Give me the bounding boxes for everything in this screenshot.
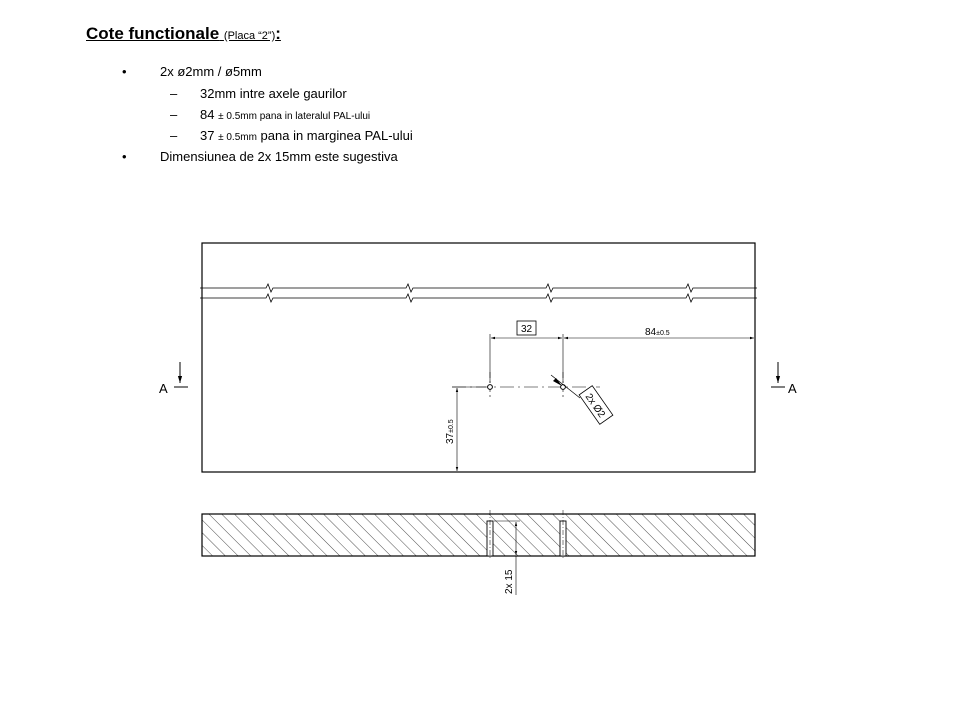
- hole-callout: [551, 375, 613, 424]
- sub-item-value: 84: [200, 107, 215, 122]
- holes: [452, 372, 600, 400]
- bullet-text: Dimensiunea de 2x 15mm este sugestiva: [160, 149, 398, 164]
- section-marker-right: [771, 362, 797, 396]
- sub-item-text: pana in marginea PAL-ului: [256, 128, 413, 143]
- bullet-marker: •: [122, 64, 127, 79]
- plate-outline: [202, 243, 755, 472]
- plate-top-view: [200, 243, 757, 472]
- section-label-left: A: [159, 381, 168, 396]
- sub-item-tolerance: ± 0.5mm pana in lateralul PAL-ului: [218, 111, 371, 122]
- break-line-upper: [200, 284, 757, 292]
- dim-84-label: 84±0.5: [645, 327, 670, 338]
- dash-marker: –: [170, 128, 178, 143]
- hole-callout-label: 2x Ø2: [582, 391, 607, 420]
- dash-marker: –: [170, 107, 178, 122]
- title-subtitle: (Placa “2”): [223, 30, 276, 42]
- bullet-marker: •: [122, 149, 127, 164]
- dimension-84: [564, 327, 754, 338]
- sub-item-text: 32mm intre axele gaurilor: [200, 86, 347, 101]
- sub-item-value: 37: [200, 128, 215, 143]
- dimension-37: [445, 387, 486, 471]
- bullet-text: 2x ø2mm / ø5mm: [160, 64, 262, 79]
- title-colon: :: [275, 24, 281, 43]
- section-hatch: [202, 514, 755, 556]
- dim-32-label: 32: [520, 324, 533, 335]
- dash-marker: –: [170, 86, 178, 101]
- section-label-right: A: [788, 381, 797, 396]
- plate-section-view: [202, 510, 755, 595]
- sub-item-tolerance: ± 0.5mm: [218, 132, 257, 143]
- dimension-32: [490, 321, 563, 383]
- depth-label: 2x 15: [504, 569, 515, 594]
- dim-37-label: 37±0.5: [445, 419, 456, 444]
- hole-left: [488, 385, 493, 390]
- section-marker-left: [159, 362, 188, 396]
- break-line-lower: [200, 294, 757, 302]
- title-main: Cote functionale: [86, 24, 220, 43]
